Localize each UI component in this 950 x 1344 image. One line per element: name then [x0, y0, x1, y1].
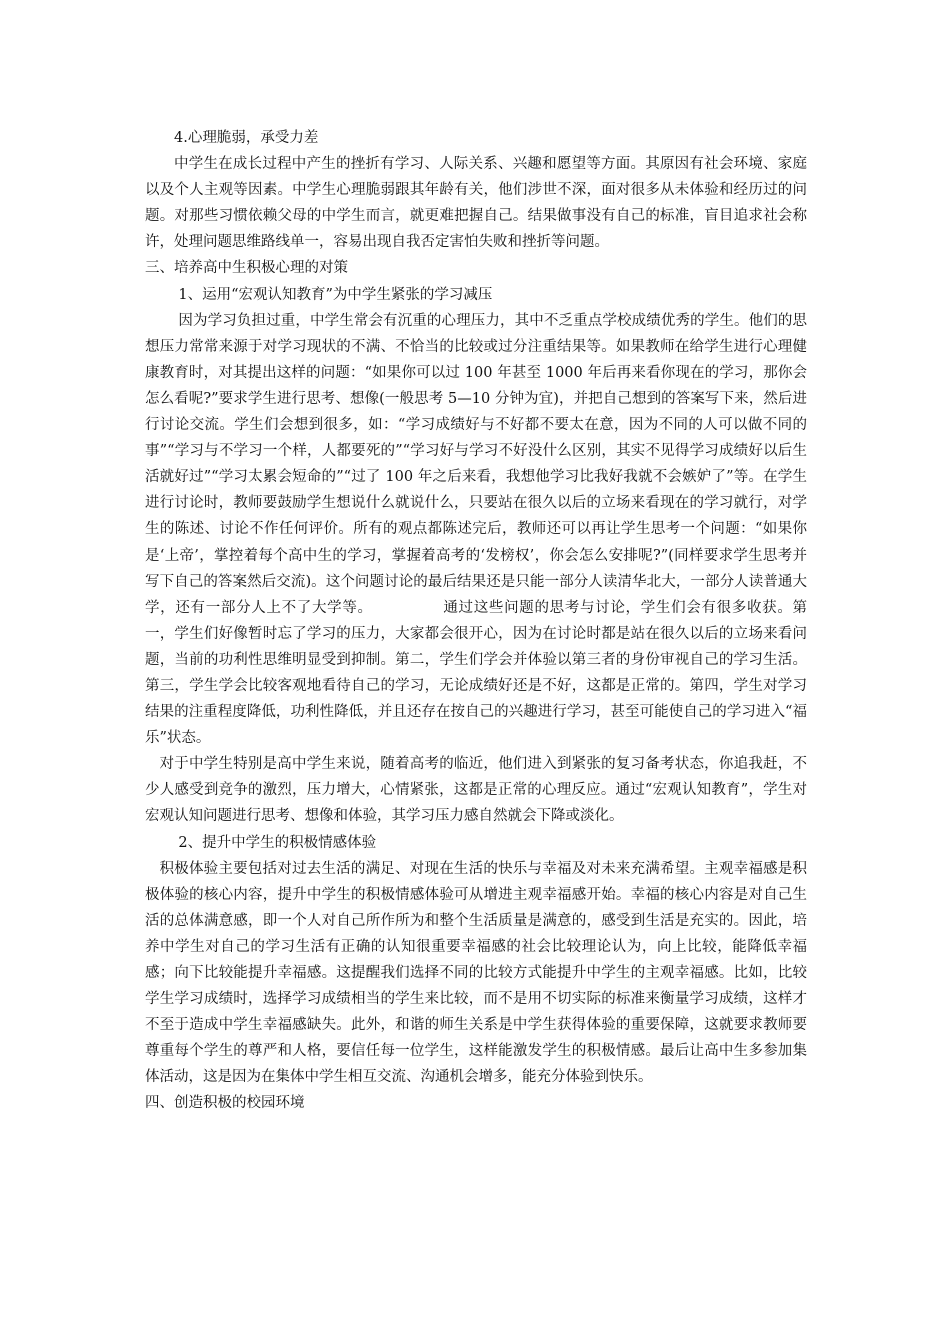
- paragraph-exam-pressure: 对于中学生特别是高中学生来说，随着高考的临近，他们进入到紧张的复习备考状态，你追我赶，不少人感受到竞争的激烈，压力增大，心情紧张，这都是正常的心理反应。通过“宏观认知教育”，学生对宏观认知问题进行思考、想像和体验，其学习压力感自然就会下降或淡化。: [145, 756, 807, 825]
- document-body: [145, 125, 807, 1117]
- paragraph-fragility: 中学生在成长过程中产生的挫折有学习、人际关系、兴趣和愿望等方面。其原因有社会环境、家庭以及个人主观等因素。中学生心理脆弱跟其年龄有关，他们涉世不深，面对很多从未体验和经历过的问题。对那些习惯依赖父母的中学生而言，就更难把握自己。结果做事没有自己的标准，盲目追求社会称许，处理问题思维路线单一，容易出现自我否定害怕失败和挫折等问题。: [145, 156, 807, 251]
- paragraph-positive-emotion: 积极体验主要包括对过去生活的满足、对现在生活的快乐与幸福及对未来充满希望。主观幸福感是积极体验的核心内容，提升中学生的积极情感体验可从增进主观幸福感开始。幸福的核心内容是对自己生活的总体满意感，即一个人对自己所作所为和整个生活质量是满意的，感受到生活是充实的。因此，培养中学生对自己的学习生活有正确的认知很重要幸福感的社会比较理论认为，向上比较，能降低幸福感；向下比较能提升幸福感。这提醒我们选择不同的比较方式能提升中学生的主观幸福感。比如，比较学生学习成绩时，选择学习成绩相当的学生来比较，而不是用不切实际的标准来衡量学习成绩，这样才不至于造成中学生幸福感缺失。此外，和谐的师生关系是中学生获得体验的重要保障，这就要求教师要尊重每个学生的尊严和人格，要信任每一位学生，这样能激发学生的积极情感。最后让高中生多参加集体活动，这是因为在集体中学生相互交流、沟通机会增多，能充分体验到快乐。: [145, 860, 807, 1086]
- subheading-macro-cognition: 1、运用“宏观认知教育”为中学生紧张的学习减压: [178, 286, 493, 303]
- section-heading-campus: 四、创造积极的校园环境: [145, 1095, 305, 1112]
- subheading-positive-emotion: 2、提升中学生的积极情感体验: [178, 834, 377, 851]
- subheading-fragility: 4.心理脆弱，承受力差: [174, 130, 319, 146]
- paragraph-macro-cognition-text: 因为学习负担过重，中学生常会有沉重的心理压力，其中不乏重点学校成绩优秀的学生。他们的思想压力常常来源于对学习现状的不满、不恰当的比较或过分注重结果等。如果教师在给学生进行心理健康教育时，对其提出这样的问题：“如果你可以过 100 年甚至 1000 年后再来看你现在的学习，那你会怎么看呢?”要求学生进行思考、想像(一般思考 5—10 分钟为宜)，并把自己想到的答案写下来，然后进行讨论交流。学生们会想到很多，如：“学习成绩好与不好都不要太在意，因为不同的人可以做不同的事”“学习与不学习一个样，人都要死的”“学习好与学习不好没什么区别，其实不见得学习成绩好以后生活就好过”“学习太累会短命的”“过了 100 年之后来看，我想他学习比我好我就不会嫉妒了”等。在学生进行讨论时，教师要鼓励学生想说什么就说什么，只要站在很久以后的立场来看现在的学习就行，对学生的陈述、讨论不作任何评价。所有的观点都陈述完后，教师还可以再让学生思考一个问题：“如果你是‘上帝’，掌控着每个高中生的学习，掌握着高考的‘发榜权’，你会怎么安排呢?”(同样要求学生思考并写下自己的答案然后交流)。这个问题讨论的最后结果还是只能一部分人读清华北大，一部分人读普通大学，还有一部分人上不了大学等。: [145, 312, 807, 616]
- section-heading-strategies: 三、培养高中生积极心理的对策: [145, 260, 348, 277]
- paragraph-macro-cognition: [145, 308, 807, 752]
- paragraph-discussion-gains: 通过这些问题的思考与讨论，学生们会有很多收获。第一，学生们好像暂时忘了学习的压力，大家都会很开心，因为在讨论时都是站在很久以后的立场来看问题，当前的功利性思维明显受到抑制。第二，学生们学会并体验以第三者的身份审视自己的学习生活。第三，学生学会比较客观地看待自己的学习，无论成绩好还是不好，这都是正常的。第四，学生对学习结果的注重程度降低，功利性降低，并且还存在按自己的兴趣进行学习，甚至可能使自己的学习进入“福乐”状态。: [145, 599, 808, 747]
